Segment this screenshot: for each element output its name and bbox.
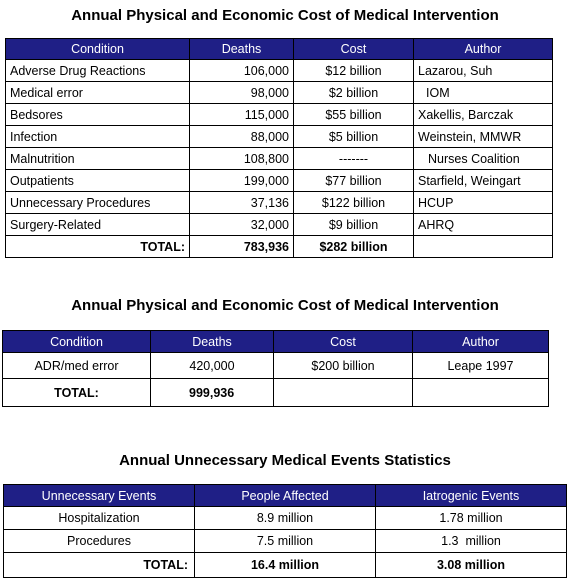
table2-total-row: [3, 379, 549, 407]
table3-cell-iatrogenic: 1.78 million: [376, 507, 567, 530]
table-row: [3, 353, 549, 379]
table-row: [6, 126, 553, 148]
table1-cell-condition: Malnutrition: [6, 148, 190, 170]
table3-cell-event: Hospitalization: [4, 507, 195, 530]
table3-total-people: 16.4 million: [195, 553, 376, 578]
table1: [5, 38, 553, 258]
table2: [2, 330, 549, 407]
table1-cell-deaths: 37,136: [190, 192, 294, 214]
table3-cell-iatrogenic: 1.3 million: [376, 530, 567, 553]
table1-header-row: [6, 39, 553, 60]
table1-title: Annual Physical and Economic Cost of Medical Intervention: [71, 7, 499, 24]
table2-total-cost: [274, 379, 413, 407]
table1-cell-cost: $122 billion: [294, 192, 414, 214]
table-row: [6, 214, 553, 236]
table1-cell-author: Starfield, Weingart: [414, 170, 553, 192]
table1-cell-condition: Adverse Drug Reactions: [6, 60, 190, 82]
table1-cell-condition: Bedsores: [6, 104, 190, 126]
table1-cell-deaths: 32,000: [190, 214, 294, 236]
table2-header-author: Author: [413, 331, 549, 353]
table2-title: Annual Physical and Economic Cost of Medical Intervention: [71, 297, 499, 314]
table2-header-row: [3, 331, 549, 353]
table1-cell-author: IOM: [414, 82, 553, 104]
table1-total-deaths: 783,936: [190, 236, 294, 258]
table1-cell-deaths: 199,000: [190, 170, 294, 192]
table1-cell-author: Weinstein, MMWR: [414, 126, 553, 148]
table3: [3, 484, 567, 578]
table3-header-events: Unnecessary Events: [4, 485, 195, 507]
table-row: [4, 530, 567, 553]
table2-total-deaths: 999,936: [151, 379, 274, 407]
table1-total-cost: $282 billion: [294, 236, 414, 258]
table-row: [4, 507, 567, 530]
table3-title: Annual Unnecessary Medical Events Statistics: [119, 452, 451, 469]
table3-total-row: [4, 553, 567, 578]
table2-header-cost: Cost: [274, 331, 413, 353]
table1-total-author: [414, 236, 553, 258]
table2-cell-deaths: 420,000: [151, 353, 274, 379]
table1-cell-author: Xakellis, Barczak: [414, 104, 553, 126]
table1-header-deaths: Deaths: [190, 39, 294, 60]
table1-cell-cost: $2 billion: [294, 82, 414, 104]
table2-cell-cost: $200 billion: [274, 353, 413, 379]
table2-total-label: TOTAL:: [3, 379, 151, 407]
table1-header-author: Author: [414, 39, 553, 60]
table1-cell-cost: $5 billion: [294, 126, 414, 148]
table3-total-label: TOTAL:: [4, 553, 195, 578]
table3-cell-people: 8.9 million: [195, 507, 376, 530]
table1-header-cost: Cost: [294, 39, 414, 60]
table3-header-row: [4, 485, 567, 507]
table1-cell-deaths: 115,000: [190, 104, 294, 126]
table1-header-condition: Condition: [6, 39, 190, 60]
table2-cell-condition: ADR/med error: [3, 353, 151, 379]
table1-cell-cost: $55 billion: [294, 104, 414, 126]
table-row: [6, 170, 553, 192]
table1-cell-author: AHRQ: [414, 214, 553, 236]
table1-cell-condition: Medical error: [6, 82, 190, 104]
table1-cell-condition: Surgery-Related: [6, 214, 190, 236]
table1-cell-author: Nurses Coalition: [414, 148, 553, 170]
table-row: [6, 148, 553, 170]
table1-cell-author: Lazarou, Suh: [414, 60, 553, 82]
table-row: [6, 104, 553, 126]
table3-total-iatrogenic: 3.08 million: [376, 553, 567, 578]
table1-cell-cost: $77 billion: [294, 170, 414, 192]
table3-header-iatrogenic: Iatrogenic Events: [376, 485, 567, 507]
table-row: [6, 82, 553, 104]
table3-header-people: People Affected: [195, 485, 376, 507]
table1-total-label: TOTAL:: [6, 236, 190, 258]
table1-cell-cost: -------: [294, 148, 414, 170]
table1-cell-condition: Infection: [6, 126, 190, 148]
table1-cell-deaths: 106,000: [190, 60, 294, 82]
table-row: [6, 192, 553, 214]
table1-cell-condition: Unnecessary Procedures: [6, 192, 190, 214]
table3-cell-people: 7.5 million: [195, 530, 376, 553]
table3-cell-event: Procedures: [4, 530, 195, 553]
table2-total-author: [413, 379, 549, 407]
table-row: [6, 60, 553, 82]
table1-cell-deaths: 88,000: [190, 126, 294, 148]
table2-cell-author: Leape 1997: [413, 353, 549, 379]
table1-cell-deaths: 98,000: [190, 82, 294, 104]
table2-header-deaths: Deaths: [151, 331, 274, 353]
table1-cell-cost: $12 billion: [294, 60, 414, 82]
table1-cell-cost: $9 billion: [294, 214, 414, 236]
table2-header-condition: Condition: [3, 331, 151, 353]
table1-total-row: [6, 236, 553, 258]
table1-cell-author: HCUP: [414, 192, 553, 214]
table1-cell-deaths: 108,800: [190, 148, 294, 170]
table1-cell-condition: Outpatients: [6, 170, 190, 192]
